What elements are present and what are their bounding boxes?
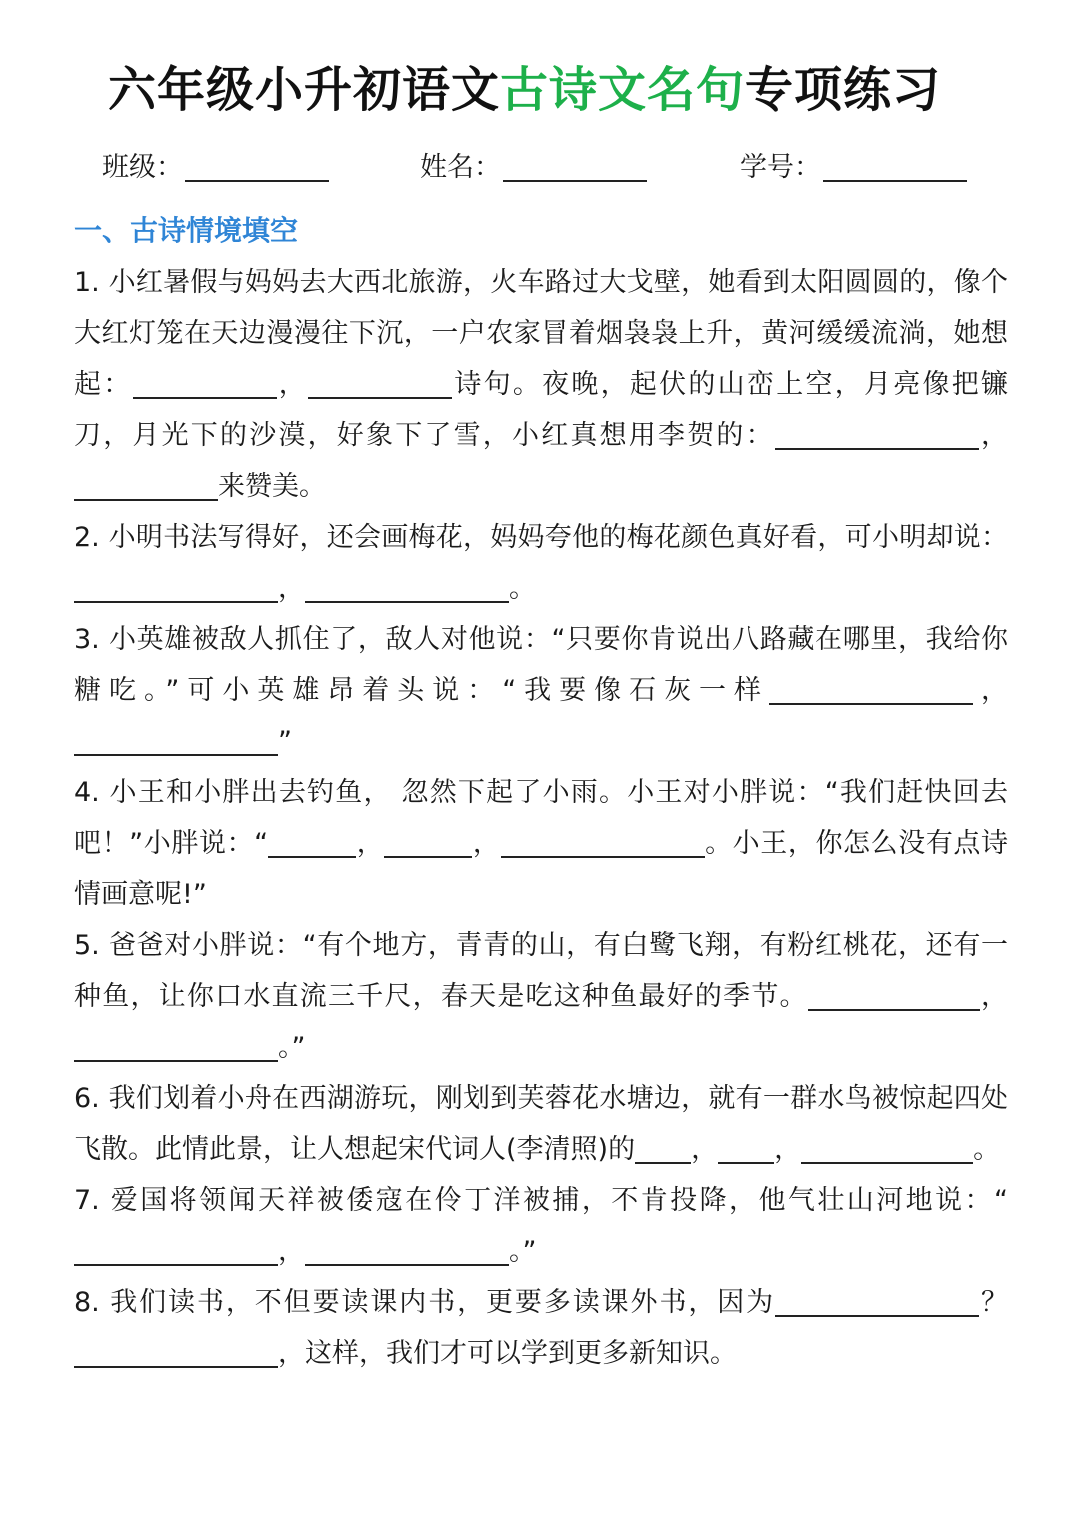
q6-text-b: ， <box>691 1134 719 1165</box>
question-6 <box>74 1073 1008 1175</box>
q2-text-c: 。 <box>509 573 536 604</box>
q4-blank-1[interactable] <box>268 826 356 858</box>
q5-blank-1[interactable] <box>808 979 980 1011</box>
q1-text-b: ， <box>276 369 309 400</box>
q4-blank-2[interactable] <box>384 826 472 858</box>
q8-text-a: 8. 我们读书，不但要读课内书，更要多读课外书，因为 <box>74 1287 776 1318</box>
title-part-1: 六年级小升初语文 <box>108 62 501 118</box>
q7-text-a: 7. 爱国将领闻天祥被倭寇在伶丁洋被捕，不肯投降，他气壮山河地说：“ <box>74 1185 1008 1216</box>
q3-text-a: 3. 小英雄被敌人抓住了，敌人对他说：“只要你肯说出八路藏在哪里，我给你糖吃。”可小英雄昂着头说：“我要像石灰一样 <box>74 624 1008 706</box>
q1-blank-4[interactable] <box>74 469 218 501</box>
q8-text-b: ？ <box>979 1287 1008 1318</box>
q1-text-a: 1. 小红暑假与妈妈去大西北旅游，火车路过大戈壁，她看到太阳圆圆的，像个大红灯笼在天边漫漫往下沉，一户农家冒着烟袅袅上升，黄河缓缓流淌，她想起： <box>74 267 1008 400</box>
question-2 <box>74 512 1008 614</box>
q5-text-b: ， <box>979 981 1009 1012</box>
section-heading: 一、古诗情境填空 <box>74 214 299 247</box>
q5-blank-2[interactable] <box>74 1030 278 1062</box>
q3-blank-2[interactable] <box>74 724 278 756</box>
q4-text-a: 4. 小王和小胖出去钓鱼， 忽然下起了小雨。小王对小胖说：“我们赶快回去吧！”小胖说：“ <box>74 777 1008 859</box>
q2-blank-1[interactable] <box>74 571 278 603</box>
q6-text-a: 6. 我们划着小舟在西湖游玩，刚划到芙蓉花水塘边，就有一群水鸟被惊起四处飞散。此情此景，让人想起宋代词人(李清照)的 <box>74 1083 1008 1165</box>
question-7 <box>74 1175 1008 1277</box>
q1-text-c: 诗句。夜晚，起伏的山峦上空，月亮像把镰刀，月光下的沙漠，好象下了雪，小红真想用李贺的： <box>74 369 1009 451</box>
number-blank[interactable] <box>823 152 967 182</box>
q6-text-d: 。 <box>973 1134 1001 1165</box>
question-8 <box>74 1277 1008 1379</box>
page-title <box>108 58 1008 122</box>
q5-text-c: 。” <box>278 1032 306 1063</box>
q2-text-b: ， <box>278 573 305 604</box>
q2-text-a: 2. 小明书法写得好，还会画梅花，妈妈夸他的梅花颜色真好看，可小明却说： <box>74 522 1008 553</box>
title-part-3: 专项练习 <box>745 62 942 118</box>
question-5 <box>74 920 1008 1073</box>
q3-text-c: ” <box>278 726 292 757</box>
q6-blank-3[interactable] <box>801 1132 973 1164</box>
q4-blank-3[interactable] <box>501 826 705 858</box>
title-highlight: 古诗文名句 <box>500 62 746 118</box>
q4-text-c: ， <box>472 828 501 859</box>
q4-text-d: 。小王，你怎么没有点诗情画意呢!” <box>74 828 1009 910</box>
name-label: 姓名： <box>420 152 501 183</box>
q1-text-d: ， <box>978 420 1009 451</box>
q3-text-b: ， <box>973 675 1008 706</box>
q4-text-b: ， <box>356 828 385 859</box>
q8-blank-2[interactable] <box>74 1336 278 1368</box>
q3-blank-1[interactable] <box>769 673 973 705</box>
q1-blank-2[interactable] <box>308 367 452 399</box>
class-blank[interactable] <box>185 152 329 182</box>
q5-text-a: 5. 爸爸对小胖说：“有个地方，青青的山，有白鹭飞翔，有粉红桃花，还有一种鱼，让你口水直流三千尺，春天是吃这种鱼最好的季节。 <box>74 930 1008 1012</box>
name-blank[interactable] <box>503 152 647 182</box>
q7-text-b: ， <box>278 1236 305 1267</box>
q8-blank-1[interactable] <box>775 1285 979 1317</box>
q1-blank-3[interactable] <box>775 418 979 450</box>
q7-blank-1[interactable] <box>74 1234 278 1266</box>
q8-text-c: ，这样，我们才可以学到更多新知识。 <box>278 1338 737 1369</box>
student-info-row <box>0 148 1080 188</box>
q6-blank-2[interactable] <box>718 1132 774 1164</box>
q2-blank-2[interactable] <box>305 571 509 603</box>
q6-blank-1[interactable] <box>635 1132 691 1164</box>
q7-text-c: 。” <box>509 1236 537 1267</box>
number-label: 学号： <box>740 152 821 183</box>
q1-blank-1[interactable] <box>133 367 277 399</box>
q7-blank-2[interactable] <box>305 1234 509 1266</box>
q1-text-e: 来赞美。 <box>218 471 326 502</box>
question-list <box>74 257 1008 1379</box>
question-3 <box>74 614 1008 767</box>
question-1 <box>74 257 1008 512</box>
student-number-field <box>740 148 967 188</box>
question-4 <box>74 767 1008 920</box>
class-field <box>102 148 329 188</box>
q6-text-c: ， <box>774 1134 802 1165</box>
name-field <box>420 148 647 188</box>
class-label: 班级： <box>102 152 183 183</box>
